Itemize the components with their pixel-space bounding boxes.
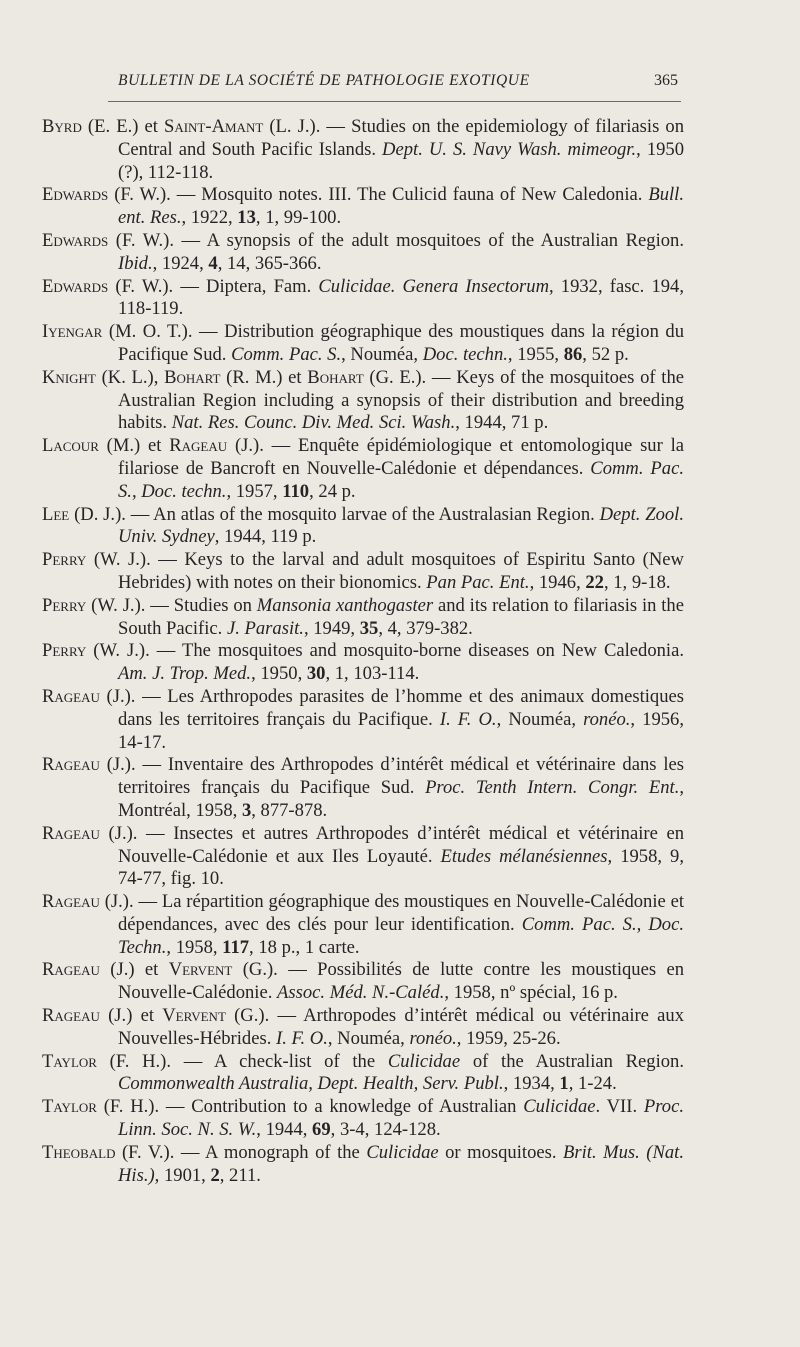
author-name: Lee [42, 503, 70, 525]
reference-text: , 3-4, 124-128. [330, 1119, 441, 1141]
reference-entry [42, 640, 684, 686]
italic-text: Doc. techn. [422, 343, 508, 365]
author-name: Bohart [164, 366, 221, 388]
bold-volume: 22 [585, 571, 604, 593]
reference-entry [42, 116, 684, 184]
author-name: Rageau [42, 959, 100, 981]
bold-volume: 69 [312, 1119, 331, 1141]
italic-text: Comm. Pac. S., Doc. techn. [118, 457, 684, 502]
author-name: Perry [42, 640, 87, 662]
author-name: Rageau [42, 1005, 100, 1027]
reference-text: (J.). — Enquête épidémiologique et entomologique sur la filariose de Bancroft en Nouvelle-Calédonie et dépendances. [118, 435, 685, 479]
reference-text: , 211. [219, 1164, 261, 1186]
italic-text: J. Parasit. [226, 617, 304, 639]
reference-text: (F. W.). — Mosquito notes. III. The Culicid fauna of New Caledonia. [108, 184, 649, 206]
italic-text: Comm. Pac. S., Doc. Techn. [118, 913, 684, 958]
reference-text: , 1-24. [568, 1073, 617, 1095]
reference-text: (F. H.). — A check-list of the [96, 1050, 388, 1072]
reference-entry [42, 1142, 684, 1188]
reference-text: (W. J.). — Studies on [86, 594, 257, 616]
page-number: 365 [654, 72, 678, 89]
reference-entry [42, 686, 684, 754]
bold-volume: 4 [208, 252, 218, 274]
italic-text: Culicidae [523, 1096, 596, 1118]
reference-text: (F. W.). — Diptera, Fam. [108, 275, 319, 297]
reference-entry [42, 321, 684, 367]
italic-text: ronéo. [583, 708, 631, 730]
reference-text: (G.). — Possibilités de lutte contre les moustiques en Nouvelle-Calédonie. [118, 959, 684, 1004]
reference-text: (J.) et [99, 959, 169, 981]
italic-text: Proc. Linn. Soc. N. S. W. [118, 1096, 684, 1141]
reference-text: , 1958, nº spécial, 16 p. [444, 982, 618, 1004]
reference-entry [42, 1096, 684, 1142]
italic-text: Etudes mélanésiennes [440, 845, 608, 867]
reference-text: (F. H.). — Contribution to a knowledge of Australian [96, 1096, 524, 1118]
reference-text: , 1949, [303, 617, 360, 639]
reference-text: (G. E.). — Keys of the mosquitoes of the Australian Region including a synopsis of their distribution and breeding habits. [118, 366, 684, 434]
reference-text: , 1958, 9, 74-77, fig. 10. [118, 845, 685, 890]
reference-text: (J.). — Insectes et autres Arthropodes d’intérêt médical et vétérinaire en Nouvelle-Calédonie et aux Iles Loyauté. [99, 822, 684, 867]
italic-text: Culicidae [387, 1050, 461, 1072]
reference-text: , 1950 (?), 112-118. [118, 138, 684, 183]
reference-text: , 1950, [251, 663, 307, 685]
reference-text: (J.). — La répartition géographique des moustiques en Nouvelle-Calédonie et dépendances, avec des clés pour leur identification. [99, 891, 684, 935]
reference-text: (M.) et [98, 435, 170, 457]
author-name: Rageau [42, 685, 100, 707]
reference-entry [42, 276, 684, 322]
italic-text: I. F. O. [439, 708, 497, 730]
reference-text: , 877-878. [251, 799, 328, 821]
running-header [118, 72, 678, 96]
author-name: Perry [42, 549, 87, 571]
italic-text: Commonwealth Australia, Dept. Health, Serv. Publ. [118, 1073, 504, 1095]
bold-volume: 110 [282, 480, 310, 502]
author-name: Lacour [42, 435, 99, 457]
reference-text: and its relation to filariasis in the South Pacific. [118, 594, 684, 639]
italic-text: Dept. U. S. Navy Wash. mimeogr. [382, 138, 637, 160]
author-name: Rageau [42, 891, 100, 913]
author-name: Edwards [42, 275, 109, 297]
author-name: Rageau [169, 435, 228, 457]
reference-text: , Nouméa, [341, 343, 423, 365]
reference-text: (K. L.), [95, 366, 165, 388]
reference-text: (W. J.). — The mosquitoes and mosquito-borne diseases on New Caledonia. [86, 640, 684, 662]
author-name: Byrd [42, 116, 82, 137]
reference-text: , 1901, [154, 1164, 211, 1186]
reference-text: , 24 p. [309, 480, 356, 502]
reference-entry [42, 754, 684, 822]
italic-text: Mansonia xanthogaster [256, 594, 434, 616]
reference-entry [42, 1005, 684, 1051]
reference-entry [42, 549, 684, 595]
reference-text: of the Australian Region. [460, 1050, 684, 1072]
reference-text: (D. J.). — An atlas of the mosquito larvae of the Australasian Region. [69, 503, 600, 525]
reference-text: , 1944, 119 p. [214, 526, 317, 548]
author-name: Taylor [42, 1096, 97, 1118]
italic-text: Dept. Zool. Univ. Sydney [118, 503, 684, 548]
reference-text: (W. J.). — Keys to the larval and adult mosquitoes of Espiritu Santo (New Hebrides) with notes on their bionomics. [86, 549, 684, 593]
reference-list [42, 116, 684, 1187]
reference-text: . VII. [595, 1096, 644, 1118]
reference-text: , 1944, [256, 1119, 313, 1141]
reference-text: (M. O. T.). — Distribution géographique des moustiques dans la région du Pacifique Sud. [102, 321, 684, 365]
italic-text: Comm. Pac. S. [231, 343, 342, 365]
author-name: Vervent [168, 959, 233, 981]
reference-entry [42, 435, 684, 503]
reference-text: , 14, 365-366. [217, 252, 322, 274]
reference-text: , Nouméa, [496, 708, 584, 730]
reference-text: , 1956, 14-17. [118, 708, 684, 753]
reference-entry [42, 184, 684, 230]
italic-text: Am. J. Trop. Med. [118, 663, 252, 685]
italic-text: Culicidae [366, 1141, 439, 1163]
reference-text: (L. J.). — Studies on the epidemiology of filariasis on Central and South Pacific Islands. [118, 116, 684, 160]
italic-text: Proc. Tenth Intern. Congr. Ent. [425, 777, 680, 799]
italic-text: Ibid. [118, 252, 153, 274]
reference-text: , 1932, fasc. 194, 118-119. [118, 275, 684, 320]
italic-text: Brit. Mus. (Nat. His.) [118, 1141, 684, 1186]
reference-entry [42, 1051, 684, 1097]
reference-text: (F. V.). — A monograph of the [115, 1141, 367, 1163]
italic-text: ronéo. [409, 1027, 457, 1049]
reference-entry [42, 230, 684, 276]
reference-text: , 1955, [507, 343, 564, 365]
reference-text: , 1924, [152, 252, 209, 274]
author-name: Edwards [42, 229, 109, 251]
author-name: Iyengar [42, 321, 103, 343]
italic-text: Nat. Res. Counc. Div. Med. Sci. Wash. [171, 412, 456, 434]
bold-volume: 2 [210, 1164, 220, 1186]
reference-text: (F. W.). — A synopsis of the adult mosquitoes of the Australian Region. [108, 229, 684, 251]
author-name: Knight [42, 366, 96, 388]
header-rule [108, 101, 681, 102]
bold-volume: 3 [241, 799, 252, 821]
author-name: Bohart [307, 366, 364, 388]
reference-text: , 1946, [529, 571, 586, 593]
reference-text: (E. E.) et [81, 116, 164, 137]
bold-volume: 86 [563, 343, 583, 365]
author-name: Theobald [42, 1141, 116, 1163]
reference-text: (J.). — Les Arthropodes parasites de l’homme et des animaux domestiques dans les territoires français du Pacifique. [99, 685, 684, 730]
reference-text: or mosquitoes. [438, 1141, 564, 1163]
reference-text: , 1, 9-18. [603, 571, 671, 593]
reference-text: , 52 p. [582, 343, 629, 365]
reference-entry [42, 504, 684, 550]
author-name: Rageau [42, 754, 100, 776]
reference-entry [42, 595, 684, 641]
reference-text: (R. M.) et [220, 366, 308, 388]
reference-text: , 1922, [181, 207, 238, 229]
italic-text: Pan Pac. Ent. [426, 571, 530, 593]
bold-volume: 35 [359, 617, 379, 639]
reference-text: , 1, 103-114. [325, 663, 420, 685]
author-name: Perry [42, 594, 87, 616]
reference-entry [42, 367, 684, 435]
reference-text: (J.). — Inventaire des Arthropodes d’intérêt médical et vétérinaire dans les territoires français du Pacifique Sud. [99, 754, 684, 799]
reference-text: , 1944, 71 p. [455, 412, 549, 434]
bold-volume: 1 [559, 1073, 569, 1095]
bold-volume: 117 [222, 936, 250, 958]
author-name: Rageau [42, 822, 100, 844]
reference-text: , 4, 379-382. [378, 617, 473, 639]
reference-entry [42, 823, 684, 891]
reference-entry [42, 891, 684, 959]
reference-text: , 1958, [166, 936, 223, 958]
reference-text: , Montréal, 1958, [118, 777, 684, 821]
author-name: Taylor [42, 1050, 97, 1072]
author-name: Vervent [162, 1005, 226, 1027]
italic-text: Bull. ent. Res. [118, 184, 684, 229]
reference-text: , Nouméa, [327, 1027, 410, 1049]
italic-text: Culicidae. Genera Insectorum [318, 275, 550, 297]
italic-text: I. F. O. [276, 1027, 328, 1049]
reference-text: , 1934, [503, 1073, 560, 1095]
reference-text: , 1, 99-100. [255, 207, 342, 229]
author-name: Edwards [42, 184, 109, 206]
author-name: Saint-Amant [163, 116, 264, 137]
reference-text: (G.). — Arthropodes d’intérêt médical ou vétérinaire aux Nouvelles-Hébrides. [118, 1005, 684, 1049]
journal-title: BULLETIN DE LA SOCIÉTÉ DE PATHOLOGIE EXOTIQUE [118, 72, 530, 89]
bold-volume: 13 [237, 207, 256, 229]
reference-entry [42, 959, 684, 1005]
reference-text: , 18 p., 1 carte. [249, 936, 360, 958]
italic-text: Assoc. Méd. N.-Caléd. [277, 982, 445, 1004]
reference-text: , 1957, [226, 480, 283, 502]
reference-text: (J.) et [99, 1005, 163, 1027]
bold-volume: 30 [306, 663, 326, 685]
reference-text: , 1959, 25-26. [456, 1027, 561, 1049]
